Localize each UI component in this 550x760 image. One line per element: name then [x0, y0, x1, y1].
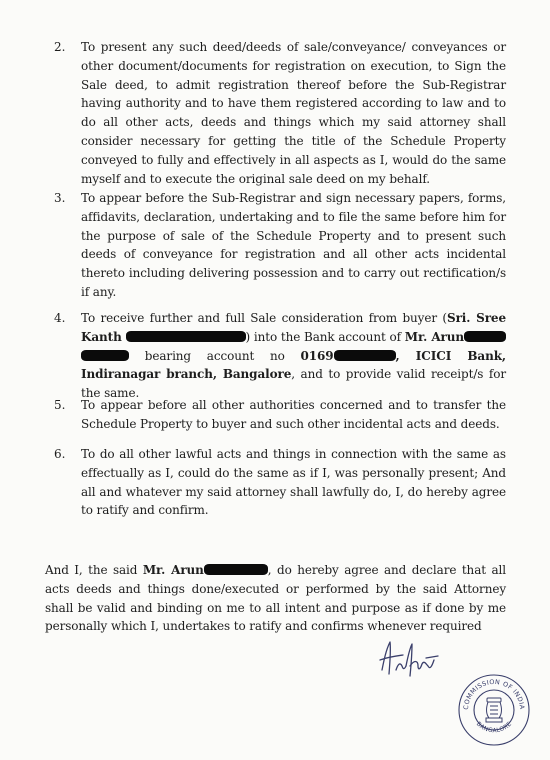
clause-text: To appear before the Sub-Registrar and sign necessary papers, forms, affidavits, declaration, undertaking and to file the same before him for the purpose of sale of the Schedule Property and to present such deeds of conveyance for registration and all other acts incidental thereto including delivering possession and to carry out rectification/s if any. — [81, 191, 506, 299]
bank-branch: , ICICI Bank, Indiranagar branch, Bangalore — [81, 348, 507, 382]
text-run: And I, the said — [45, 563, 143, 577]
redaction-bar — [334, 350, 396, 361]
clause-text — [81, 309, 506, 403]
svg-text:BANGALORE — [475, 721, 513, 735]
clause-number: 5. — [54, 398, 66, 412]
handwritten-signature — [376, 636, 442, 680]
closing-text — [45, 561, 506, 636]
text-run: ) into the Bank account of — [245, 329, 405, 344]
text-run: , do hereby agree and declare that all acts deeds and things done/executed or performed by the said Attorney shall be valid and binding on me to all intent and purpose as if done by me personally which I, undertakes to ratify and confirms whenever required — [45, 563, 506, 634]
seal-bottom-text: BANGALORE — [474, 720, 514, 735]
principal-name: Mr. Arun — [142, 563, 204, 577]
seal-top-text: COMMISSION OF INDIA — [461, 677, 527, 711]
redaction-bar — [204, 564, 268, 575]
clause-text: To appear before all other authorities concerned and to transfer the Schedule Property to buyer and such other incidental acts and deeds. — [81, 398, 506, 431]
redaction-bar — [464, 331, 506, 342]
clause-number: 2. — [54, 40, 66, 54]
clause-text: To do all other lawful acts and things in connection with the same as effectually as I, could do the same as if I, was personally present; And all and whatever my said attorney shall lawfully do, I, do hereby agree to ratify and confirm. — [81, 447, 506, 518]
text-run: , and to provide valid receipt/s for the same. — [81, 367, 506, 401]
account-number: 0169 — [300, 348, 334, 363]
buyer-name: Sri. Sree Kanth — [81, 311, 506, 344]
clause-number: 6. — [54, 447, 66, 461]
clause-text: To present any such deed/deeds of sale/conveyance/ conveyances or other document/documents for registration on execution, to Sign the Sale deed, to admit registration thereof before the Sub-Registrar having authority and to have them registered according to law and to do all other acts, deeds and things which my said attorney shall consider necessary for getting the title of the Schedule Property conveyed to fully and effectively in all aspects as I, would do the same myself and to execute the original sale deed on my behalf. — [81, 40, 506, 186]
redaction-bar — [81, 350, 129, 361]
text-run: To receive further and full Sale consideration from buyer ( — [81, 311, 448, 325]
emblem-icon — [486, 698, 502, 722]
redaction-bar — [126, 331, 246, 342]
official-seal — [456, 672, 532, 748]
text-run: bearing account no — [129, 348, 301, 363]
account-holder-name: Mr. Arun — [404, 329, 465, 344]
clause-number: 3. — [54, 191, 66, 205]
clause-number: 4. — [54, 311, 66, 325]
